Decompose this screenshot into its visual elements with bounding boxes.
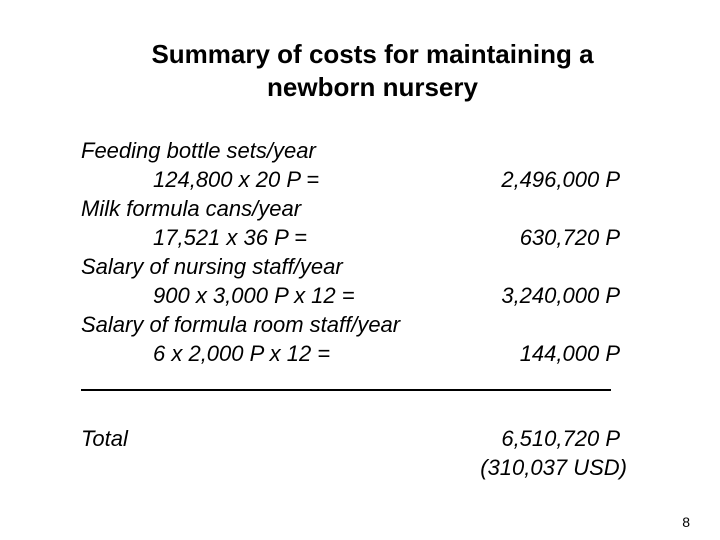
total-label: Total [81, 426, 128, 451]
total-divider-line [81, 389, 611, 391]
slide-title-line-2: newborn nursery [267, 72, 478, 102]
item-calculation-formula-room-staff: 6 x 2,000 P x 12 = [153, 341, 331, 366]
item-amount-milk-formula: 630,720 P [519, 225, 620, 250]
item-label-formula-room-staff: Salary of formula room staff/year [81, 312, 401, 337]
total-amount: 6,510,720 P [501, 426, 620, 451]
item-calculation-nursing-staff: 900 x 3,000 P x 12 = [153, 283, 355, 308]
page-number: 8 [682, 514, 690, 530]
item-calculation-feeding-bottles: 124,800 x 20 P = [153, 167, 320, 192]
slide-title-line-1: Summary of costs for maintaining a [151, 39, 594, 69]
item-amount-formula-room-staff: 144,000 P [519, 341, 620, 366]
item-label-nursing-staff: Salary of nursing staff/year [81, 254, 343, 279]
total-usd: (310,037 USD) [480, 455, 627, 480]
item-calculation-milk-formula: 17,521 x 36 P = [153, 225, 307, 250]
item-label-feeding-bottles: Feeding bottle sets/year [81, 138, 316, 163]
item-amount-feeding-bottles: 2,496,000 P [501, 167, 620, 192]
item-label-milk-formula: Milk formula cans/year [81, 196, 302, 221]
item-amount-nursing-staff: 3,240,000 P [501, 283, 620, 308]
